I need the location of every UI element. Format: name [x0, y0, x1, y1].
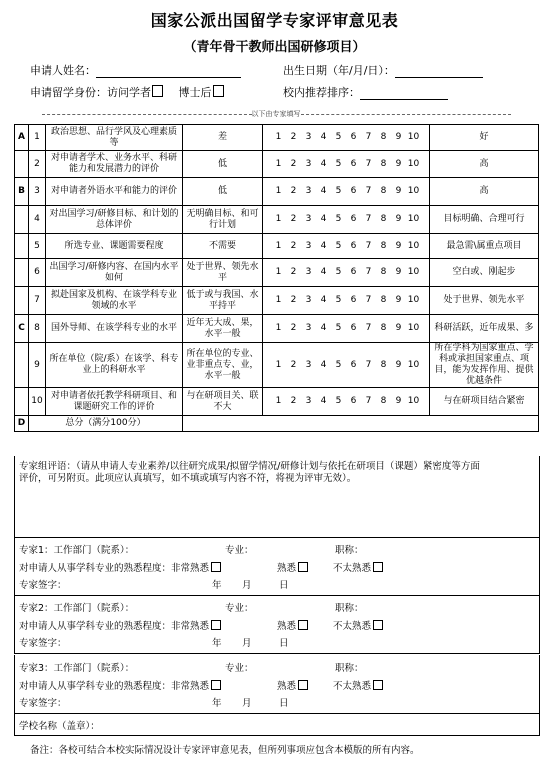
ranking-label: 校内推荐排序：	[283, 86, 360, 99]
low-anchor-text: 所在单位的专业、业非重点专、业，水平一般	[183, 343, 263, 388]
expert-department-label: 专家2：工作部门（院系）：	[19, 603, 135, 614]
not-familiar-option: 不太熟悉	[333, 621, 372, 632]
birth-date-field[interactable]	[395, 66, 483, 78]
score-scale[interactable]	[263, 206, 430, 234]
criterion-text: 所在单位（院/系）在该学、科专业上的科研水平	[46, 343, 183, 388]
score-option[interactable]: 2	[290, 396, 297, 406]
score-option[interactable]: 9	[395, 240, 402, 251]
year-label: 年	[212, 638, 222, 649]
criterion-text: 所选专业、课题需要程度	[46, 234, 183, 259]
score-option[interactable]: 10	[407, 295, 420, 305]
identity-row	[30, 84, 224, 100]
low-anchor-text: 低	[183, 151, 263, 178]
not-familiar-checkbox[interactable]	[373, 620, 383, 630]
total-score-field[interactable]	[183, 416, 539, 432]
familiar-checkbox[interactable]	[298, 620, 308, 630]
score-option[interactable]: 1	[275, 295, 282, 305]
category-cell	[15, 388, 29, 416]
item-number: 6	[29, 259, 46, 287]
high-anchor-text: 空白或、刚起步	[430, 259, 539, 287]
score-option[interactable]: 2	[290, 240, 297, 251]
score-option[interactable]: 6	[350, 132, 357, 142]
divider-text: 以下由专家填写	[251, 110, 301, 118]
criterion-text: 出国学习/研修内容、在国内水平如何	[46, 259, 183, 287]
score-option[interactable]: 2	[290, 295, 297, 305]
item-number: 4	[29, 206, 46, 234]
evaluation-row	[15, 206, 539, 234]
low-anchor-text: 不需要	[183, 234, 263, 259]
very-familiar-checkbox[interactable]	[211, 562, 221, 572]
expert-major-label: 专业：	[225, 545, 254, 556]
criterion-text: 国外导师、在该学科专业的水平	[46, 315, 183, 343]
low-anchor-text: 与在研项目关、联不大	[183, 388, 263, 416]
score-option[interactable]: 6	[350, 267, 357, 277]
score-option[interactable]: 6	[350, 240, 357, 251]
score-option[interactable]: 2	[290, 214, 297, 224]
low-anchor-text: 低于或与我国、水平持平	[183, 287, 263, 315]
score-option[interactable]: 5	[335, 359, 342, 370]
applicant-name-row	[30, 62, 241, 78]
score-option[interactable]: 6	[350, 158, 357, 169]
expert-title-label: 职称：	[335, 663, 364, 674]
score-option[interactable]: 8	[380, 214, 387, 224]
expert-section-divider	[14, 109, 538, 119]
category-cell	[15, 343, 29, 388]
score-option[interactable]: 1	[275, 267, 282, 277]
not-familiar-checkbox[interactable]	[373, 680, 383, 690]
year-label: 年	[212, 698, 222, 709]
low-anchor-text: 低	[183, 178, 263, 206]
total-label: 总分（满分100分）	[29, 416, 183, 432]
item-number: 5	[29, 234, 46, 259]
category-cell: C	[15, 315, 29, 343]
category-cell	[15, 206, 29, 234]
score-scale[interactable]	[263, 151, 430, 178]
month-label: 月	[242, 580, 252, 591]
score-option[interactable]: 2	[290, 323, 297, 333]
score-option[interactable]: 9	[395, 186, 402, 196]
score-option[interactable]: 4	[320, 396, 327, 406]
score-option[interactable]: 8	[380, 267, 387, 277]
score-option[interactable]: 3	[305, 323, 312, 333]
score-scale[interactable]	[263, 315, 430, 343]
score-option[interactable]: 10	[407, 214, 420, 224]
score-option[interactable]: 5	[335, 396, 342, 406]
score-option[interactable]: 8	[380, 240, 387, 251]
score-option[interactable]: 6	[350, 396, 357, 406]
score-option[interactable]: 1	[275, 396, 282, 406]
score-option[interactable]: 7	[365, 323, 372, 333]
birth-date-row	[283, 62, 483, 78]
item-number: 10	[29, 388, 46, 416]
expert-title-label: 职称：	[335, 603, 364, 614]
score-option[interactable]: 4	[320, 267, 327, 277]
score-option[interactable]: 7	[365, 158, 372, 169]
year-label: 年	[212, 580, 222, 591]
category-cell: B	[15, 178, 29, 206]
score-option[interactable]: 7	[365, 240, 372, 251]
score-option[interactable]: 5	[335, 323, 342, 333]
score-option[interactable]: 5	[335, 186, 342, 196]
month-label: 月	[242, 638, 252, 649]
evaluation-row	[15, 178, 539, 206]
score-option[interactable]: 5	[335, 267, 342, 277]
expert-department-label: 专家1：工作部门（院系）：	[19, 545, 135, 556]
score-scale[interactable]	[263, 287, 430, 315]
criterion-text: 拟赴国家及机构、在该学科专业领域的水平	[46, 287, 183, 315]
evaluation-row	[15, 151, 539, 178]
familiar-option: 熟悉	[277, 621, 297, 632]
school-name-box[interactable]	[14, 713, 540, 736]
item-number: 8	[29, 315, 46, 343]
score-option[interactable]: 3	[305, 132, 312, 142]
score-option[interactable]: 6	[350, 214, 357, 224]
score-option[interactable]: 10	[407, 132, 420, 142]
score-scale[interactable]	[263, 388, 430, 416]
comment-box[interactable]	[14, 456, 540, 538]
familiar-option: 熟悉	[277, 681, 297, 692]
familiarity-label: 对申请人从事学科专业的熟悉程度：	[19, 563, 172, 574]
score-option[interactable]: 1	[275, 359, 282, 370]
score-option[interactable]: 8	[380, 323, 387, 333]
score-scale[interactable]	[263, 178, 430, 206]
identity-option-postdoc: 博士后	[178, 86, 212, 99]
score-option[interactable]: 10	[407, 158, 420, 169]
score-option[interactable]: 3	[305, 158, 312, 169]
score-option[interactable]: 7	[365, 359, 372, 370]
score-option[interactable]: 2	[290, 186, 297, 196]
very-familiar-checkbox[interactable]	[211, 680, 221, 690]
criterion-text: 政治思想、品行学风及心理素质等	[46, 125, 183, 151]
score-option[interactable]: 2	[290, 158, 297, 169]
category-cell	[15, 234, 29, 259]
low-anchor-text: 处于世界、领先水平	[183, 259, 263, 287]
postdoc-checkbox[interactable]	[213, 85, 224, 97]
familiarity-label: 对申请人从事学科专业的熟悉程度：	[19, 621, 172, 632]
score-option[interactable]: 6	[350, 323, 357, 333]
item-number: 3	[29, 178, 46, 206]
score-option[interactable]: 6	[350, 359, 357, 370]
footer-note: 备注：各校可结合本校实际情况设计专家评审意见表，但所列事项应包含本模版的所有内容。	[30, 745, 420, 756]
evaluation-table	[14, 124, 539, 432]
day-label: 日	[279, 638, 289, 649]
score-option[interactable]: 9	[395, 359, 402, 370]
score-option[interactable]: 5	[335, 132, 342, 142]
score-option[interactable]: 2	[290, 359, 297, 370]
not-familiar-option: 不太熟悉	[333, 563, 372, 574]
score-option[interactable]: 1	[275, 158, 282, 169]
score-option[interactable]: 7	[365, 186, 372, 196]
score-option[interactable]: 10	[407, 186, 420, 196]
expert-signature-label: 专家签字：	[19, 580, 67, 591]
criterion-text: 对申请者依托教学科研项目、和课题研究工作的评价	[46, 388, 183, 416]
expert-signature-label: 专家签字：	[19, 638, 67, 649]
score-option[interactable]: 4	[320, 359, 327, 370]
not-familiar-option: 不太熟悉	[333, 681, 372, 692]
expert-signature-label: 专家签字：	[19, 698, 67, 709]
evaluation-row	[15, 343, 539, 388]
score-option[interactable]: 3	[305, 267, 312, 277]
expert-block	[14, 595, 540, 654]
applicant-name-field[interactable]	[96, 66, 241, 78]
score-option[interactable]: 9	[395, 396, 402, 406]
not-familiar-checkbox[interactable]	[373, 562, 383, 572]
day-label: 日	[279, 698, 289, 709]
total-row	[15, 416, 539, 432]
score-option[interactable]: 10	[407, 323, 420, 333]
score-option[interactable]: 1	[275, 240, 282, 251]
very-familiar-checkbox[interactable]	[211, 620, 221, 630]
expert-block	[14, 655, 540, 714]
score-option[interactable]: 6	[350, 295, 357, 305]
very-familiar-option: 非常熟悉	[171, 563, 210, 574]
identity-label: 申请留学身份：	[30, 86, 107, 99]
score-option[interactable]: 4	[320, 132, 327, 142]
score-option[interactable]: 5	[335, 214, 342, 224]
score-option[interactable]: 3	[305, 359, 312, 370]
score-option[interactable]: 4	[320, 186, 327, 196]
score-option[interactable]: 9	[395, 267, 402, 277]
item-number: 1	[29, 125, 46, 151]
evaluation-row	[15, 315, 539, 343]
criterion-text: 对申请者外语水平和能力的评价	[46, 178, 183, 206]
form-subtitle: （青年骨干教师出国研修项目）	[183, 40, 366, 55]
high-anchor-text: 高	[430, 151, 539, 178]
evaluation-row	[15, 388, 539, 416]
expert-block	[14, 537, 540, 596]
score-option[interactable]: 10	[407, 240, 420, 251]
very-familiar-option: 非常熟悉	[171, 621, 210, 632]
category-cell	[15, 287, 29, 315]
score-option[interactable]: 8	[380, 158, 387, 169]
total-category: D	[15, 416, 29, 432]
day-label: 日	[279, 580, 289, 591]
score-option[interactable]: 4	[320, 240, 327, 251]
score-option[interactable]: 4	[320, 158, 327, 169]
score-option[interactable]: 3	[305, 396, 312, 406]
score-option[interactable]: 4	[320, 295, 327, 305]
ranking-row	[283, 84, 448, 100]
score-option[interactable]: 3	[305, 295, 312, 305]
score-option[interactable]: 7	[365, 267, 372, 277]
score-option[interactable]: 8	[380, 295, 387, 305]
score-scale[interactable]	[263, 343, 430, 388]
score-option[interactable]: 9	[395, 214, 402, 224]
score-option[interactable]: 8	[380, 359, 387, 370]
score-option[interactable]: 2	[290, 267, 297, 277]
visiting-scholar-checkbox[interactable]	[152, 85, 163, 97]
score-option[interactable]: 10	[407, 359, 420, 370]
familiar-option: 熟悉	[277, 563, 297, 574]
category-cell	[15, 151, 29, 178]
high-anchor-text: 所在学科为国家重点、学科或承担国家重点、项目，能为发挥作用、提供优越条件	[430, 343, 539, 388]
school-name-label: 学校名称（盖章）：	[19, 721, 100, 732]
score-option[interactable]: 5	[335, 158, 342, 169]
low-anchor-text: 差	[183, 125, 263, 151]
score-option[interactable]: 1	[275, 323, 282, 333]
expert-department-label: 专家3：工作部门（院系）：	[19, 663, 135, 674]
identity-option-visiting: 访问学者	[107, 86, 151, 99]
birth-date-label: 出生日期（年/月/日）：	[283, 64, 395, 77]
score-option[interactable]: 10	[407, 267, 420, 277]
ranking-field[interactable]	[360, 88, 448, 100]
high-anchor-text: 目标明确、合理可行	[430, 206, 539, 234]
score-option[interactable]: 2	[290, 132, 297, 142]
score-option[interactable]: 3	[305, 240, 312, 251]
score-option[interactable]: 7	[365, 396, 372, 406]
score-option[interactable]: 10	[407, 396, 420, 406]
score-option[interactable]: 1	[275, 214, 282, 224]
score-scale[interactable]	[263, 125, 430, 151]
score-scale[interactable]	[263, 259, 430, 287]
month-label: 月	[242, 698, 252, 709]
evaluation-row	[15, 234, 539, 259]
very-familiar-option: 非常熟悉	[171, 681, 210, 692]
familiar-checkbox[interactable]	[298, 562, 308, 572]
item-number: 2	[29, 151, 46, 178]
expert-title-label: 职称：	[335, 545, 364, 556]
high-anchor-text: 科研活跃，近年成果、多	[430, 315, 539, 343]
score-option[interactable]: 9	[395, 158, 402, 169]
score-option[interactable]: 9	[395, 323, 402, 333]
familiar-checkbox[interactable]	[298, 680, 308, 690]
score-option[interactable]: 4	[320, 323, 327, 333]
high-anchor-text: 处于世界、领先水平	[430, 287, 539, 315]
score-option[interactable]: 8	[380, 396, 387, 406]
score-option[interactable]: 6	[350, 186, 357, 196]
category-cell	[15, 259, 29, 287]
high-anchor-text: 与在研项目结合紧密	[430, 388, 539, 416]
evaluation-row	[15, 125, 539, 151]
score-scale[interactable]	[263, 234, 430, 259]
high-anchor-text: 好	[430, 125, 539, 151]
item-number: 7	[29, 287, 46, 315]
evaluation-row	[15, 287, 539, 315]
score-option[interactable]: 7	[365, 214, 372, 224]
score-option[interactable]: 1	[275, 132, 282, 142]
comment-instruction-1: 专家组评语：（请从申请人专业素养/以往研究成果/拟留学情况/研修计划与依托在研项目（课题）紧密度等方面	[19, 461, 480, 472]
expert-major-label: 专业：	[225, 663, 254, 674]
score-option[interactable]: 9	[395, 295, 402, 305]
category-cell: A	[15, 125, 29, 151]
score-option[interactable]: 9	[395, 132, 402, 142]
familiarity-label: 对申请人从事学科专业的熟悉程度：	[19, 681, 172, 692]
low-anchor-text: 近年无大成、果，水平一般	[183, 315, 263, 343]
criterion-text: 对出国学习/研修目标、和计划的总体评价	[46, 206, 183, 234]
expert-major-label: 专业：	[225, 603, 254, 614]
evaluation-row	[15, 259, 539, 287]
score-option[interactable]: 5	[335, 240, 342, 251]
form-title: 国家公派出国留学专家评审意见表	[150, 11, 399, 30]
criterion-text: 对申请者学术、业务水平、科研能力和发展潜力的评价	[46, 151, 183, 178]
low-anchor-text: 无明确目标、和可行计划	[183, 206, 263, 234]
score-option[interactable]: 3	[305, 186, 312, 196]
score-option[interactable]: 8	[380, 132, 387, 142]
score-option[interactable]: 3	[305, 214, 312, 224]
score-option[interactable]: 7	[365, 295, 372, 305]
score-option[interactable]: 7	[365, 132, 372, 142]
applicant-name-label: 申请人姓名：	[30, 64, 96, 77]
score-option[interactable]: 5	[335, 295, 342, 305]
comment-instruction-2: 评价，可另附页。此项应认真填写，如不填或填写内容不符，将视为评审无效）。	[19, 473, 357, 484]
score-option[interactable]: 1	[275, 186, 282, 196]
score-option[interactable]: 4	[320, 214, 327, 224]
high-anchor-text: 高	[430, 178, 539, 206]
score-option[interactable]: 8	[380, 186, 387, 196]
high-anchor-text: 最急需\属重点项目	[430, 234, 539, 259]
item-number: 9	[29, 343, 46, 388]
